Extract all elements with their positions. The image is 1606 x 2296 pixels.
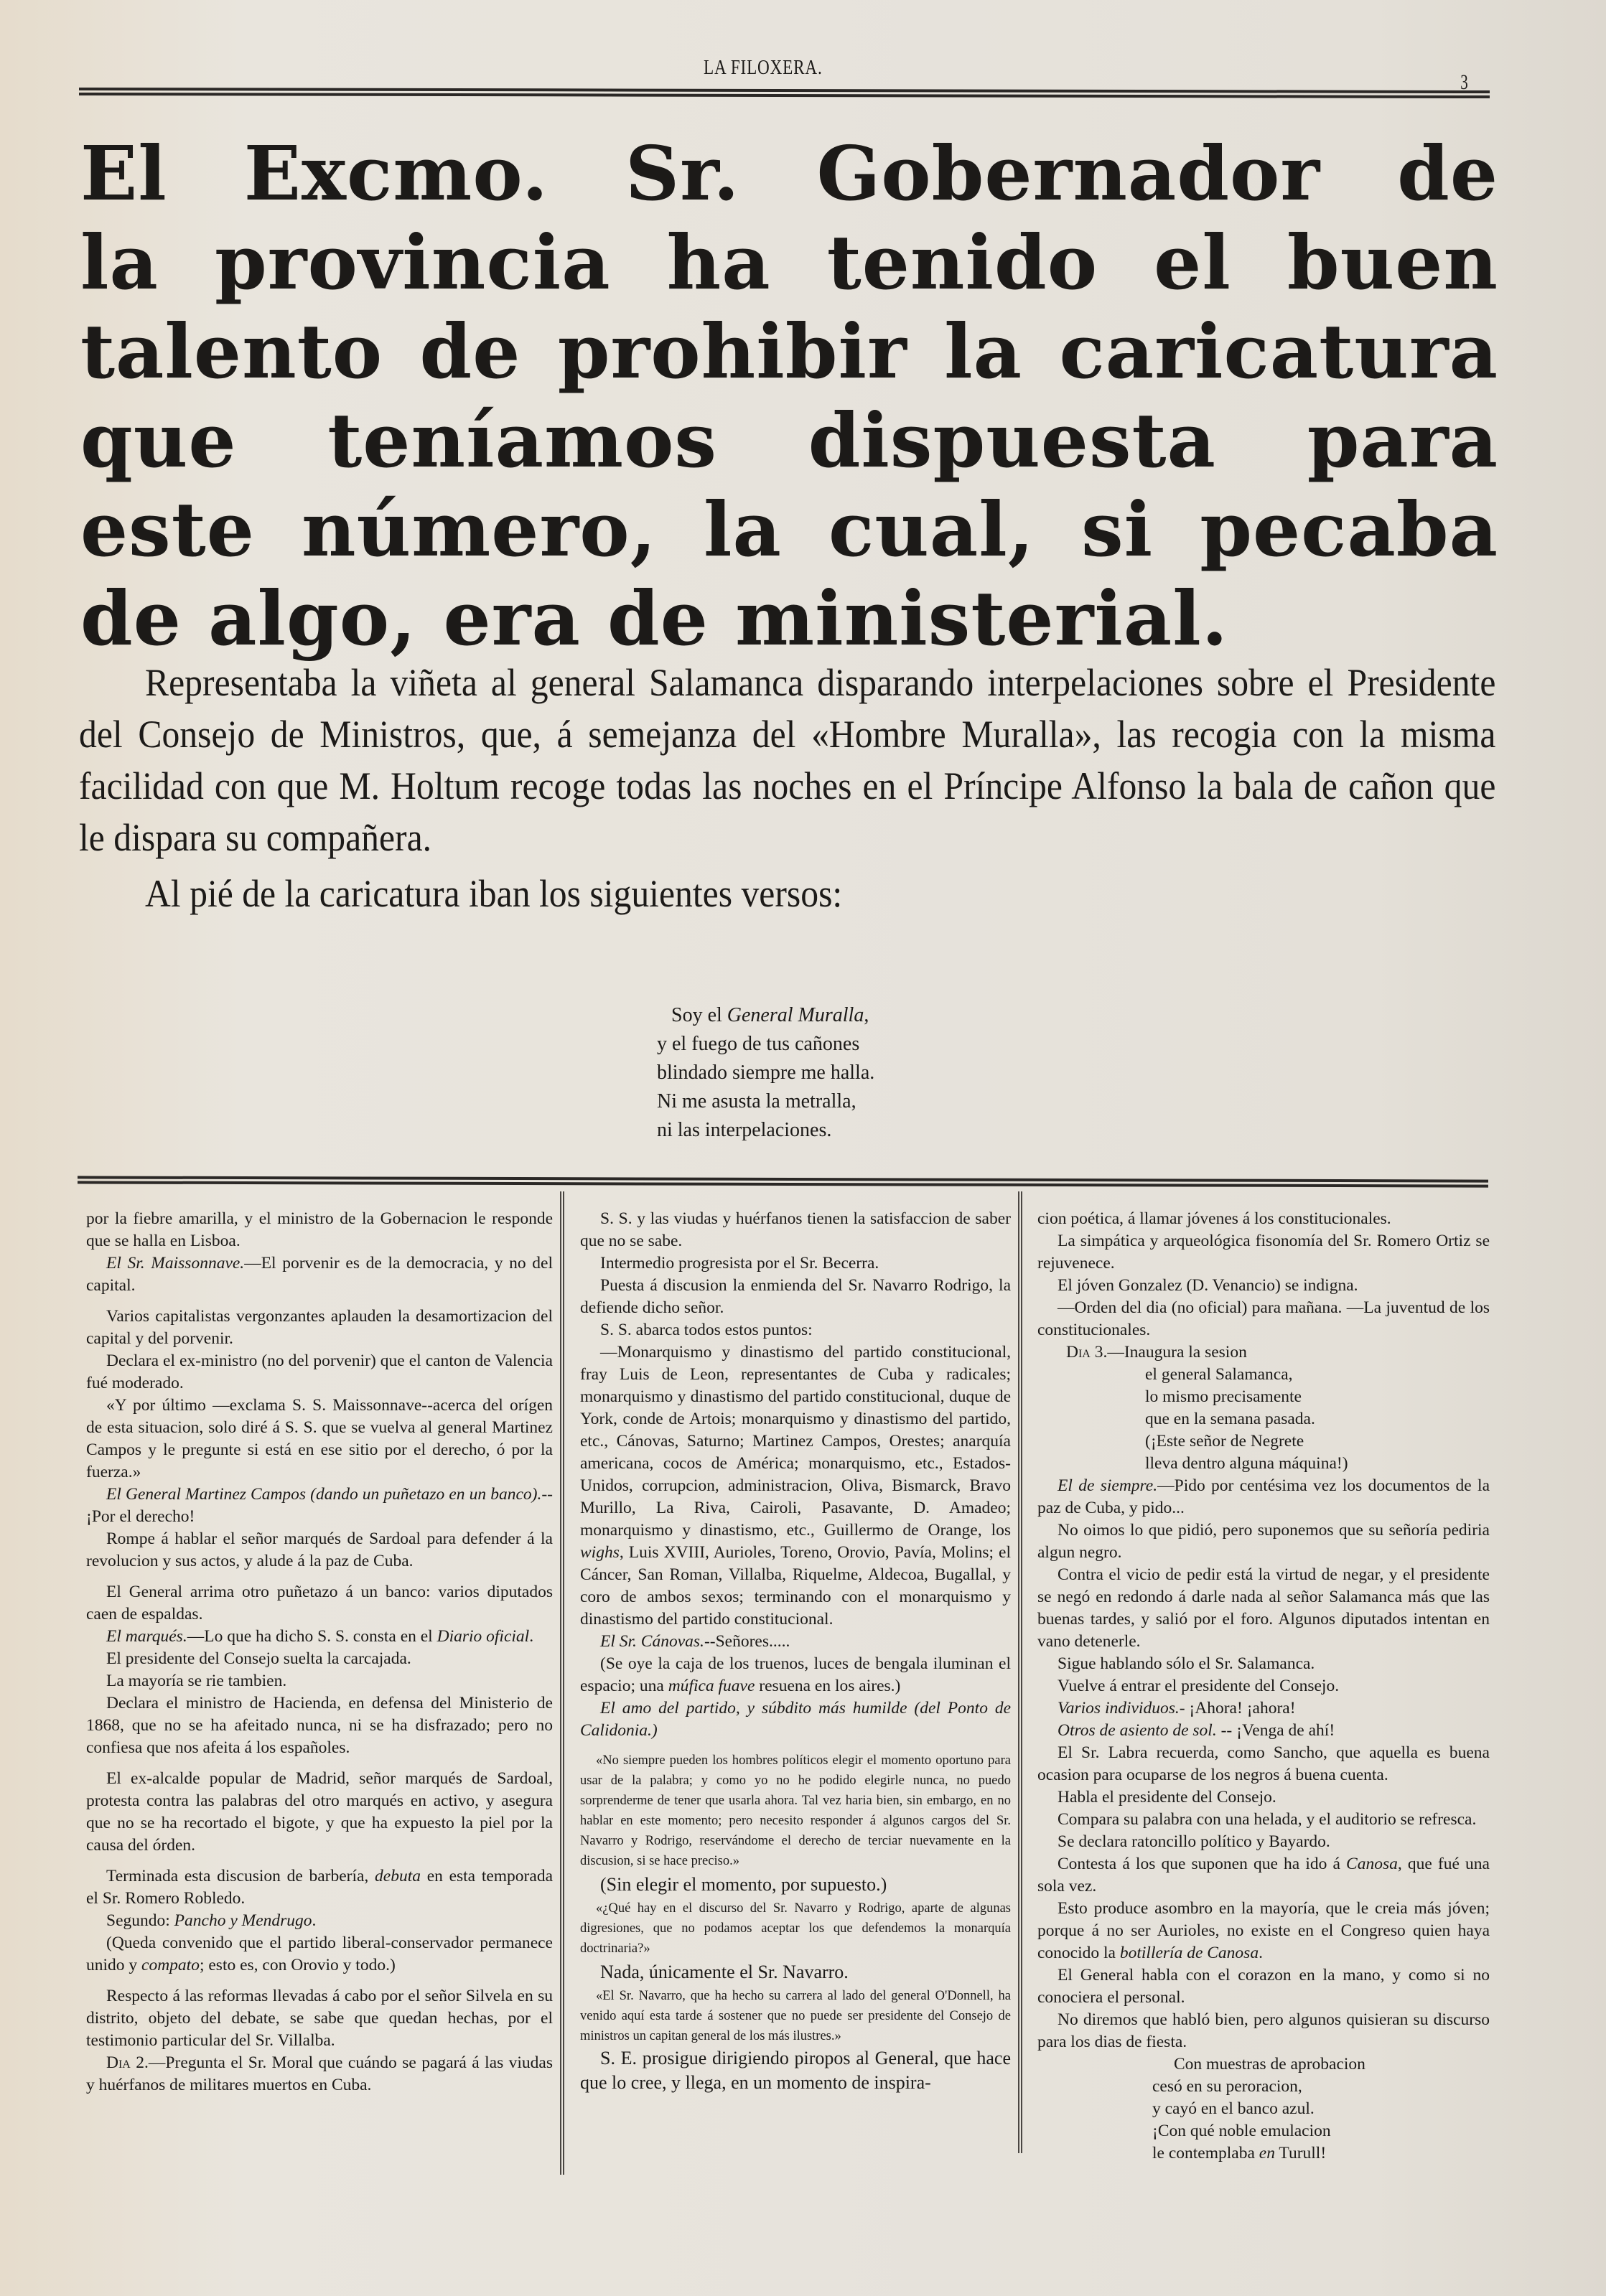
verse-line: lo mismo precisamente [1145, 1387, 1302, 1406]
verse-line: que en la semana pasada. [1145, 1410, 1315, 1428]
verse-line: el general Salamanca, [1145, 1365, 1293, 1384]
paragraph: No oimos lo que pidió, pero suponemos que su señoría pediria algun negro. [1037, 1521, 1490, 1562]
paragraph: (Queda convenido que el partido liberal-conservador permanece unido y compato; esto es, con Orovio y todo.) [86, 1934, 553, 1974]
paragraph: Dia 2.—Pregunta el Sr. Moral que cuándo se pagará á las viudas y huérfanos de militares muertos en Cuba. [86, 2053, 553, 2094]
paragraph: Habla el presidente del Consejo. [1058, 1788, 1276, 1807]
paragraph: S. E. prosigue dirigiendo piropos al General, que hace que lo cree, y llega, en un momento de inspira- [580, 2048, 1011, 2093]
headline-line: este número, la cual, si pecaba [80, 485, 1498, 573]
column-divider [560, 1191, 564, 2175]
paragraph: El marqués.—Lo que ha dicho S. S. consta en el Diario oficial. [106, 1627, 534, 1646]
paragraph: Rompe á hablar el señor marqués de Sardoal para defender á la revolucion y sus actos, y alude á la paz de Cuba. [86, 1529, 553, 1570]
paragraph: cion poética, á llamar jóvenes á los constitucionales. [1037, 1209, 1391, 1228]
paragraph: El ex-alcalde popular de Madrid, señor marqués de Sardoal, protesta contra las palabras del otro marqués en activo, y asegura que no se ha recortado el bigote, y que ha expuesto la piel por la causa del órden. [86, 1769, 553, 1855]
paragraph: (Se oye la caja de los truenos, luces de bengala iluminan el espacio; una múfica fuave resuena en los aires.) [580, 1654, 1011, 1695]
verse-line: y el fuego de tus cañones [657, 1033, 860, 1055]
header-double-rule [79, 88, 1490, 98]
paragraph: Esto produce asombro en la mayoría, que le creia más jóven; porque á no ser Aurioles, no existe en el Congreso quien haya conocido la botillería de Canosa. [1037, 1899, 1490, 1962]
verse-line: Dia 3.—Inaugura la sesion [1066, 1343, 1247, 1362]
paragraph: Respecto á las reformas llevadas á cabo por el señor Silvela en su distrito, objeto del debate, se sabe que quedan hechas, por el testimonio particular del Sr. Villalba. [86, 1987, 553, 2050]
intro-verse-lead: Al pié de la caricatura iban los siguientes versos: [145, 872, 843, 915]
quoted-speech: «No siempre pueden los hombres políticos elegir el momento oportuno para usar de la palabra; y como yo no he podido elegirle nunca, no puedo sorprenderme de tener que usarla ahora. Tal vez haria bien, sin embargo, en no hablar en este momento; pero necesito responder á algunos cargos del Sr. Navarro y Rodrigo, reservándome el derecho de terciar nuevamente en la discusion, si se hace preciso.» [580, 1753, 1011, 1868]
column-2 [580, 1208, 1011, 2095]
paragraph: Nada, únicamente el Sr. Navarro. [600, 1962, 849, 1982]
running-title: LA FILOXERA. [704, 56, 823, 79]
paragraph: No diremos que habló bien, pero algunos quisieran su discurso para los dias de fiesta. [1037, 2010, 1490, 2051]
paragraph: El de siempre.—Pido por centésima vez los documentos de la paz de Cuba, y pido... [1037, 1476, 1490, 1517]
paragraph: «Y por último —exclama S. S. Maissonnave--acerca del orígen de esta situacion, solo diré á S. S. que se vuelva al general Martinez Campos y le pregunte si está en ese sitio por el derecho, ó por la fuerza.» [86, 1396, 553, 1481]
paragraph: El General arrima otro puñetazo á un banco: varios diputados caen de espaldas. [86, 1583, 553, 1623]
intro-paragraph: Representaba la viñeta al general Salamanca disparando interpelaciones sobre el Presidente del Consejo de Ministros, que, á semejanza del «Hombre Muralla», las recogia con la misma facilidad con que M. Holtum recoge todas las noches en el Príncipe Alfonso la bala de cañon que le dispara su compañera. [79, 661, 1496, 859]
paragraph: El General Martinez Campos (dando un puñetazo en un banco).--¡Por el derecho! [86, 1485, 553, 1526]
paragraph: Declara el ministro de Hacienda, en defensa del Ministerio de 1868, que no se ha afeitado nunca, ni se ha disfrazado; pero no confiesa que nos afeita á los españoles. [86, 1694, 553, 1757]
headline [80, 129, 1498, 663]
verse-line: lleva dentro alguna máquina!) [1145, 1454, 1348, 1473]
paragraph: Sigue hablando sólo el Sr. Salamanca. [1058, 1654, 1315, 1673]
headline-line: de algo, era de ministerial. [80, 574, 1228, 662]
paragraph: La mayoría se rie tambien. [106, 1672, 287, 1690]
headline-line: la provincia ha tenido el buen [80, 218, 1498, 306]
headline-line: talento de prohibir la caricatura [80, 307, 1498, 395]
paragraph: Terminada esta discusion de barbería, debuta en esta temporada el Sr. Romero Robledo. [86, 1867, 553, 1908]
paragraph: El Sr. Labra recuerda, como Sancho, que aquella es buena ocasion para ocuparse de los negros á buena cuenta. [1037, 1743, 1490, 1784]
verse-line: ¡Con qué noble emulacion [1152, 2122, 1331, 2140]
paragraph: Vuelve á entrar el presidente del Consejo. [1058, 1677, 1340, 1695]
paragraph: Se declara ratoncillo político y Bayardo. [1058, 1832, 1330, 1851]
paragraph: S. S. y las viudas y huérfanos tienen la satisfaccion de saber que no se sabe. [580, 1209, 1011, 1250]
paragraph: Varios capitalistas vergonzantes aplauden la desamortizacion del capital y del porvenir. [86, 1307, 553, 1348]
paragraph: El General habla con el corazon en la mano, y como si no conociera el personal. [1037, 1966, 1490, 2007]
verse-line: Con muestras de aprobacion [1174, 2055, 1365, 2074]
paragraph: Contra el vicio de pedir está la virtud de negar, y el presidente se negó en redondo á darle nada al señor Salamanca más que las buenas tardes, y salió por el foro. Algunos diputados intentan en vano detenerle. [1037, 1565, 1490, 1651]
verse-line: cesó en su peroracion, [1152, 2077, 1302, 2096]
paragraph: —Monarquismo y dinastismo del partido constitucional, fray Luis de Leon, representantes de Cuba y radicales; monarquismo y dinastismo del partido constitucional, duque de York, conde de Artois; monarquismo y dinastismo del partido, etc., Cánovas, Saturno; Martinez Campos, Orestes; anarquía americana, cocos de América; monarquismo, etc., Estados-Unidos, corrupcion, administracion, Oliva, Bismarck, Bravo Murillo, La Riva, Cairoli, Pasavante, D. Amadeo; monarquismo y dinastismo, etc., Guillermo de Orange, los wighs, Luis XVIII, Aurioles, Toreno, Orovio, Pavía, Molins; el Cáncer, San Roman, Villalba, Riquelme, Aldecoa, Bugallal, y coro de ambos sexos; terminando con el monarquismo y dinastismo del partido constitucional. [580, 1343, 1011, 1629]
paragraph: Varios individuos.- ¡Ahora! ¡ahora! [1058, 1699, 1296, 1718]
paragraph: Puesta á discusion la enmienda del Sr. Navarro Rodrigo, la defiende dicho señor. [580, 1276, 1011, 1317]
verse-line: (¡Este señor de Negrete [1145, 1432, 1304, 1451]
paragraph: Compara su palabra con una helada, y el auditorio se refresca. [1058, 1810, 1477, 1829]
paragraph: (Sin elegir el momento, por supuesto.) [600, 1874, 887, 1895]
verse-line: y cayó en el banco azul. [1152, 2099, 1315, 2118]
intro-section [79, 657, 1497, 919]
headline-line: que teníamos dispuesta para [80, 396, 1498, 484]
paragraph: Intermedio progresista por el Sr. Becerra. [600, 1254, 879, 1273]
section-double-rule [78, 1176, 1488, 1187]
verse-line: blindado siempre me halla. [657, 1062, 875, 1084]
verse-line: Soy el General Muralla, [671, 1004, 869, 1026]
paragraph: —Orden del dia (no oficial) para mañana. —La juventud de los constitucionales. [1037, 1298, 1490, 1339]
verse-line: Ni me asusta la metralla, [657, 1090, 856, 1112]
paragraph: Segundo: Pancho y Mendrugo. [106, 1911, 317, 1930]
paragraph: El presidente del Consejo suelta la carcajada. [106, 1649, 411, 1668]
column-3 [1037, 1208, 1490, 2165]
paragraph: El Sr. Maissonnave.—El porvenir es de la democracia, y no del capital. [86, 1254, 553, 1295]
column-divider [1018, 1191, 1022, 2153]
running-header [0, 52, 1606, 94]
paragraph: por la fiebre amarilla, y el ministro de la Gobernacion le responde que se halla en Lisboa. [86, 1209, 553, 1250]
paragraph: El amo del partido, y súbdito más humilde (del Ponto de Calidonia.) [580, 1699, 1011, 1740]
column-1 [86, 1208, 553, 2096]
paragraph: La simpática y arqueológica fisonomía del Sr. Romero Ortiz se rejuvenece. [1037, 1232, 1490, 1273]
paragraph: Contesta á los que suponen que ha ido á Canosa, que fué una sola vez. [1037, 1855, 1490, 1896]
caricature-verses [657, 1001, 874, 1145]
headline-line: El Excmo. Sr. Gobernador de [80, 129, 1498, 217]
verse-line: ni las interpelaciones. [657, 1119, 832, 1141]
paragraph: El Sr. Cánovas.--Señores..... [600, 1632, 790, 1651]
paragraph: Otros de asiento de sol. -- ¡Venga de ahí! [1058, 1721, 1335, 1740]
quoted-speech: «El Sr. Navarro, que ha hecho su carrera al lado del general O'Donnell, ha venido aquí esta tarde á sostener que no puede ser presidente del Consejo de ministros un capitan general de los más ilustres.» [580, 1989, 1011, 2043]
paragraph: Declara el ex-ministro (no del porvenir) que el canton de Valencia fué moderado. [86, 1351, 553, 1392]
paragraph: S. S. abarca todos estos puntos: [600, 1321, 813, 1339]
quoted-speech: «¿Qué hay en el discurso del Sr. Navarro y Rodrigo, aparte de algunas digresiones, que no podamos aceptar los que defendemos la monarquía doctrinaria?» [580, 1901, 1011, 1956]
page-number: 3 [1460, 70, 1468, 94]
paragraph: El jóven Gonzalez (D. Venancio) se indigna. [1058, 1276, 1358, 1295]
verse-line: le contemplaba en Turull! [1152, 2144, 1327, 2163]
